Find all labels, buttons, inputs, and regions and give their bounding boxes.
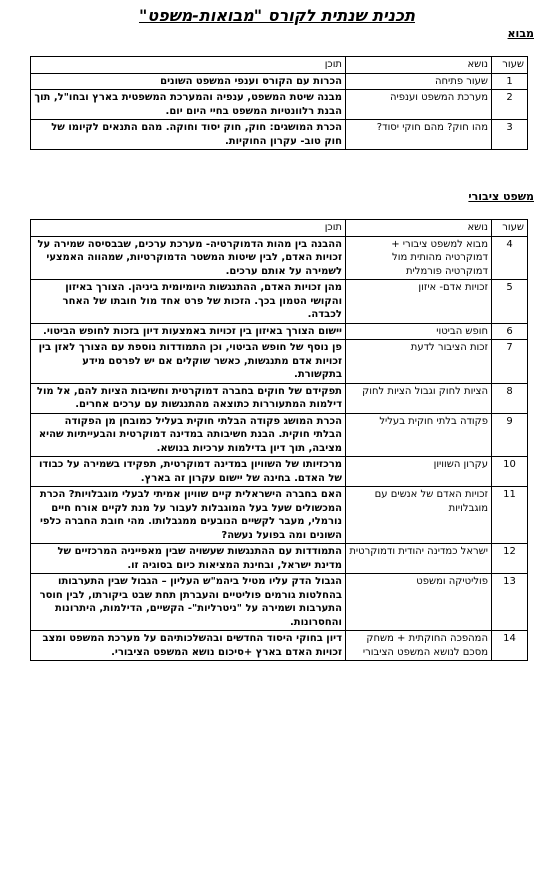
table-row: [31, 413, 528, 457]
lesson-topic: שעור פתיחה: [346, 73, 492, 90]
lesson-content: פן נוסף של חופש הביטוי, וכן התמודדות נוספת עם הצורך לאזן בין זכויות אדם מתנגשות, כאשר שוקלים אם יש לפרסם מידע בתקשורת.: [31, 340, 346, 384]
lesson-content: הכרות עם הקורס וענפי המשפט השונים: [31, 73, 346, 90]
lesson-topic: פוליטיקה ומשפט: [346, 574, 492, 631]
lesson-number: 7: [492, 340, 528, 384]
lesson-number: 8: [492, 383, 528, 413]
table-header-row: [31, 57, 528, 74]
lesson-content: הכרת המושג פקודה הבלתי חוקית בעליל כמובחן מן הפקודה הבלתי חוקית. הבנת חשיבותה במדינה דמוקרטית והבעייתיות שהיא מציבה, תוך דיון בדילמות ערכיות בנושא.: [31, 413, 346, 457]
section-heading-public-law: משפט ציבורי: [468, 190, 534, 203]
table-row: [31, 631, 528, 661]
lesson-content: הגבול הדק עליו מטיל ביהמ"ש העליון – הגבול שבין התערבותו בהחלטות גורמים פוליטיים והעברתן תחת שבט ביקורתו, לבין חוסר התערבות ושמירה על "ניטרליות"- הקשיים, הדילמות, היתרונות והחסרונות.: [31, 574, 346, 631]
table-row: [31, 383, 528, 413]
column-header-topic: נושא: [346, 220, 492, 237]
section-heading-intro: מבוא: [507, 27, 534, 40]
table-row: [31, 90, 528, 120]
lesson-content: הכרת המושגים: חוק, חוק יסוד וחוקה. מהם התנאים לקיומו של חוק טוב- עקרון החוקיות.: [31, 120, 346, 150]
lesson-content: מבנה שיטת המשפט, ענפיה והמערכת המשפטית בארץ ובחו"ל, תוך הבנת רלוונטיות המשפט בחיי היום יום.: [31, 90, 346, 120]
table-header-row: [31, 220, 528, 237]
lesson-content: מרכזיותו של השוויון במדינה דמוקרטית, תפקידו בשמירה על כבודו של האדם. בחינה של יישום עקרון זה בארץ.: [31, 457, 346, 487]
lesson-topic: עקרון השוויון: [346, 457, 492, 487]
lesson-number: 12: [492, 544, 528, 574]
lesson-topic: מערכת המשפט וענפיה: [346, 90, 492, 120]
lesson-content: יישום הצורך באיזון בין זכויות באמצעות דיון בזכות לחופש הביטוי.: [31, 323, 346, 340]
table-row: [31, 544, 528, 574]
intro-schedule-table: [30, 56, 528, 150]
lesson-topic: מבוא למשפט ציבורי + דמוקרטיה מהותית מול דמוקרטיה פורמלית: [346, 236, 492, 280]
document-title: תכנית שנתית לקורס "מבואות-משפט": [138, 6, 415, 25]
lesson-topic: מהו חוק? מהם חוקי יסוד?: [346, 120, 492, 150]
lesson-topic: זכויות אדם- איזון: [346, 280, 492, 324]
lesson-number: 4: [492, 236, 528, 280]
lesson-number: 9: [492, 413, 528, 457]
lesson-number: 10: [492, 457, 528, 487]
lesson-topic: המהפכה החוקתית + משחק מסכם לנושא המשפט הציבורי: [346, 631, 492, 661]
lesson-number: 1: [492, 73, 528, 90]
table-row: [31, 120, 528, 150]
lesson-content: האם בחברה הישראלית קיים שוויון אמיתי לבעלי מוגבלויות? הכרת המכשולים שעל בעל המוגבלות לעבור על מנת לקיים אורח חיים נורמלי, מעבר לקשיים הנובעים ממגבלותו. מהי חובת החברה כלפי השונים ומה בפועל נעשה?: [31, 487, 346, 544]
public-law-schedule-table: [30, 219, 528, 661]
table-row: [31, 323, 528, 340]
table-row: [31, 236, 528, 280]
lesson-topic: זכות הציבור לדעת: [346, 340, 492, 384]
table-row: [31, 487, 528, 544]
lesson-content: דיון בחוקי היסוד החדשים ובהשלכותיהם על מערכת המשפט ומצב זכויות האדם בארץ +סיכום נושא המשפט הציבורי.: [31, 631, 346, 661]
lesson-content: תפקידם של חוקים בחברה דמוקרטית וחשיבות הציות להם, אל מול דילמות המתעוררות כתוצאה מהתנגשות עם ערכים אחרים.: [31, 383, 346, 413]
table-row: [31, 340, 528, 384]
lesson-number: 5: [492, 280, 528, 324]
lesson-number: 13: [492, 574, 528, 631]
lesson-number: 3: [492, 120, 528, 150]
table-row: [31, 280, 528, 324]
column-header-lesson: שעור: [492, 57, 528, 74]
table-row: [31, 457, 528, 487]
column-header-content: תוכן: [31, 57, 346, 74]
lesson-topic: הציות לחוק וגבול הציות לחוק: [346, 383, 492, 413]
lesson-number: 6: [492, 323, 528, 340]
column-header-topic: נושא: [346, 57, 492, 74]
lesson-number: 14: [492, 631, 528, 661]
column-header-lesson: שעור: [492, 220, 528, 237]
lesson-content: ההבנה בין מהות הדמוקרטיה- מערכת ערכים, שבבסיסה שמירה על זכויות האדם, לבין שיטות המשטר הדמוקרטיות, שמהווה האמצעי לשמירה על אותם ערכים.: [31, 236, 346, 280]
table-row: [31, 73, 528, 90]
lesson-topic: זכויות האדם של אנשים עם מוגבלויות: [346, 487, 492, 544]
lesson-content: מהן זכויות האדם, ההתנגשות היומיומית ביניהן. הצורך באיזון והקושי הטמון בכך. הזכות של פרט אחד מול חובתו של האחר לכבדה.: [31, 280, 346, 324]
table-row: [31, 574, 528, 631]
lesson-number: 2: [492, 90, 528, 120]
column-header-content: תוכן: [31, 220, 346, 237]
lesson-topic: ישראל כמדינה יהודית ודמוקרטית: [346, 544, 492, 574]
lesson-number: 11: [492, 487, 528, 544]
lesson-topic: חופש הביטוי: [346, 323, 492, 340]
lesson-content: התמודדות עם ההתנגשות שעשויה שבין מאפייניה המרכזיים של מדינת ישראל, ובחינת המציאות כיום בסוגיה זו.: [31, 544, 346, 574]
lesson-topic: פקודה בלתי חוקית בעליל: [346, 413, 492, 457]
